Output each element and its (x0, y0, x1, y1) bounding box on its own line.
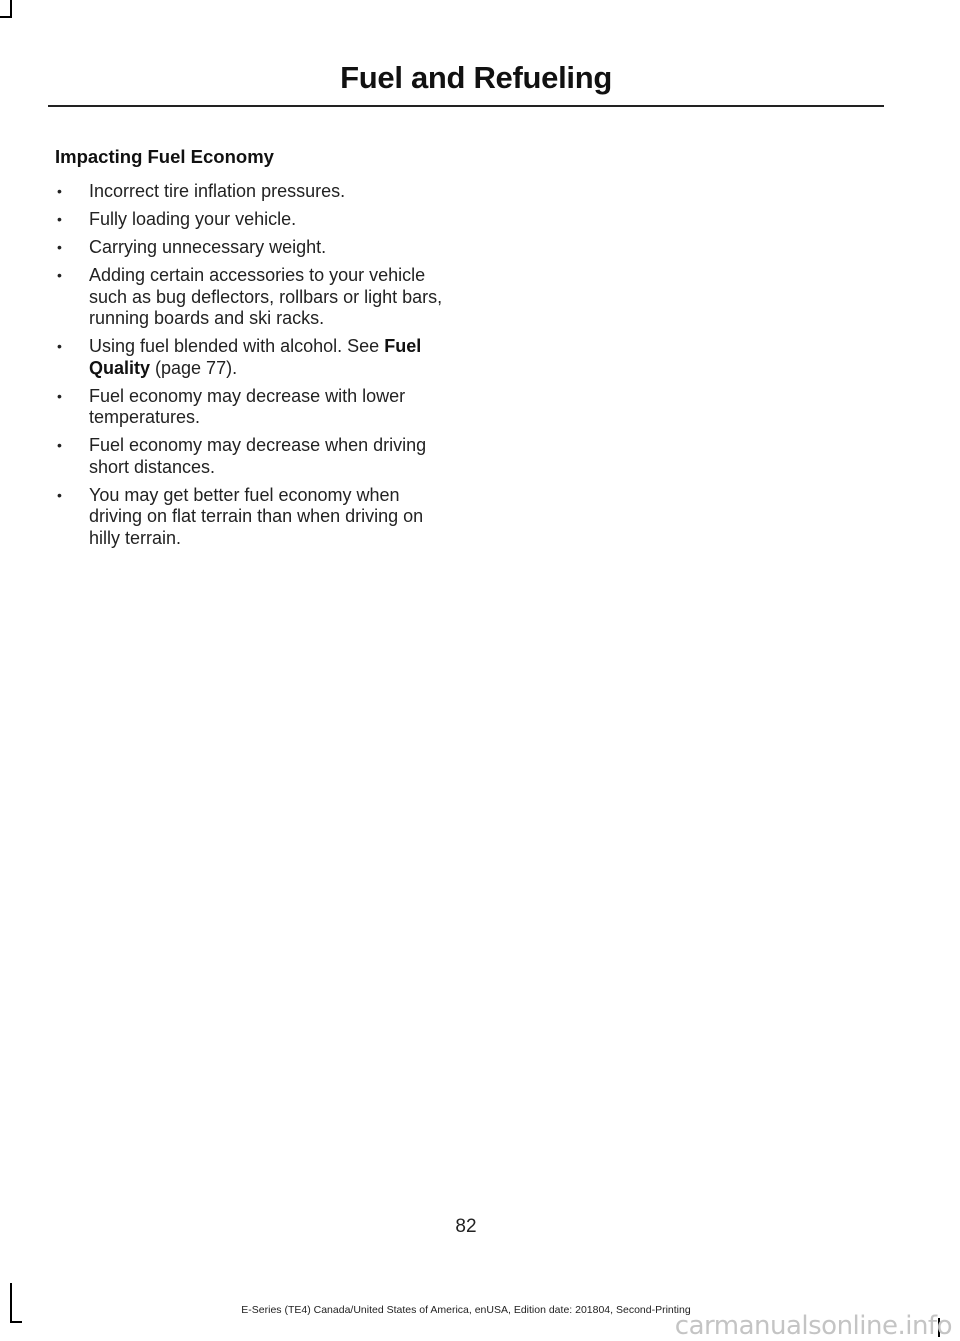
bullet-icon: • (57, 338, 62, 354)
bullet-icon: • (57, 267, 62, 283)
fuel-quality-link[interactable]: Fuel Quality (89, 336, 422, 378)
list-item (55, 435, 455, 478)
bullet-icon: • (57, 387, 62, 404)
list-item-text: Incorrect tire inflation pressures. (89, 181, 346, 201)
list-item-text: Adding certain accessories to your vehicle such as bug deflectors, rollbars or light bars, running boards and ski racks. (89, 265, 443, 328)
list-item-text: Using fuel blended with alcohol. See (89, 336, 385, 356)
crop-mark-bottom-left (10, 1321, 22, 1323)
page-number: 82 (455, 1216, 477, 1237)
page-title: Fuel and Refueling (340, 60, 612, 95)
page-reference: (page 77). (150, 357, 238, 378)
bullet-list (55, 181, 455, 549)
list-item (55, 485, 455, 550)
list-item (55, 209, 455, 231)
footer-edition-info: E-Series (TE4) Canada/United States of America, enUSA, Edition date: 201804, Second-Printing (241, 1304, 691, 1316)
crop-mark-top-left (0, 16, 12, 18)
bullet-icon: • (57, 437, 62, 453)
list-item (55, 386, 455, 429)
bullet-icon: • (57, 486, 62, 503)
bullet-icon: • (57, 183, 62, 199)
header-divider (48, 105, 884, 107)
watermark: carmanualsonline.info (674, 1311, 952, 1341)
main-content (55, 146, 455, 556)
list-item-text: Fuel economy may decrease when driving short distances. (89, 435, 427, 477)
list-item (55, 336, 455, 379)
list-item (55, 265, 455, 330)
list-item-text: Carrying unnecessary weight. (89, 237, 327, 257)
list-item-text: You may get better fuel economy when driving on flat terrain than when driving on hilly terrain. (89, 484, 424, 548)
section-heading: Impacting Fuel Economy (55, 146, 274, 167)
crop-mark-bottom-left (10, 1283, 12, 1323)
list-item-text: Fully loading your vehicle. (89, 209, 297, 229)
list-item (55, 181, 455, 203)
list-item-text: Fuel economy may decrease with lower temperatures. (89, 385, 406, 427)
bullet-icon: • (57, 211, 62, 227)
bullet-icon: • (57, 239, 62, 255)
list-item (55, 237, 455, 259)
